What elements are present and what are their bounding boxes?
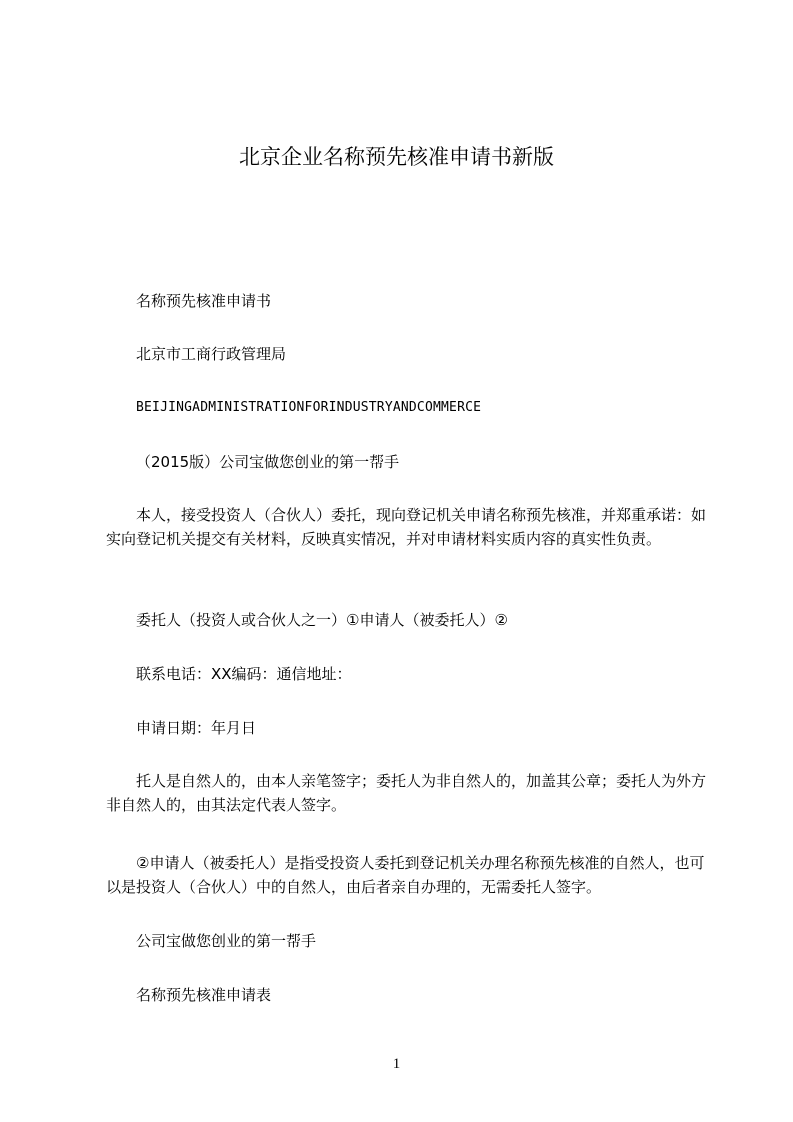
paragraph-declaration: 本人，接受投资人（合伙人）委托，现向登记机关申请名称预先核准，并郑重承诺：如实向登记机关提交有关材料，反映真实情况，并对申请材料实质内容的真实性负责。 (106, 506, 707, 548)
page-number: 1 (392, 1056, 401, 1072)
paragraph-note-2: ②申请人（被委托人）是指受投资人委托到登记机关办理名称预先核准的自然人，也可以是投资人（合伙人）中的自然人，由后者亲自办理的，无需委托人签字。 (106, 854, 705, 896)
page-title: 北京企业名称预先核准申请书新版 (239, 145, 554, 169)
paragraph-contact: 联系电话：XX编码：通信地址： (136, 665, 352, 683)
paragraph-authority-english: BEIJINGADMINISTRATIONFORINDUSTRYANDCOMMERCE (136, 400, 482, 415)
paragraph-principal: 委托人（投资人或合伙人之一）①申请人（被委托人）② (136, 611, 508, 629)
paragraph-edition: （2015版）公司宝做您创业的第一帮手 (136, 453, 400, 471)
paragraph-form-name: 名称预先核准申请书 (136, 292, 272, 310)
paragraph-form-title: 名称预先核准申请表 (136, 986, 272, 1004)
paragraph-note-1: 托人是自然人的，由本人亲笔签字；委托人为非自然人的，加盖其公章；委托人为外方非自然人的，由其法定代表人签字。 (106, 772, 707, 814)
paragraph-authority: 北京市工商行政管理局 (136, 345, 287, 363)
paragraph-slogan: 公司宝做您创业的第一帮手 (136, 932, 317, 950)
paragraph-date: 申请日期：年月日 (136, 719, 257, 737)
